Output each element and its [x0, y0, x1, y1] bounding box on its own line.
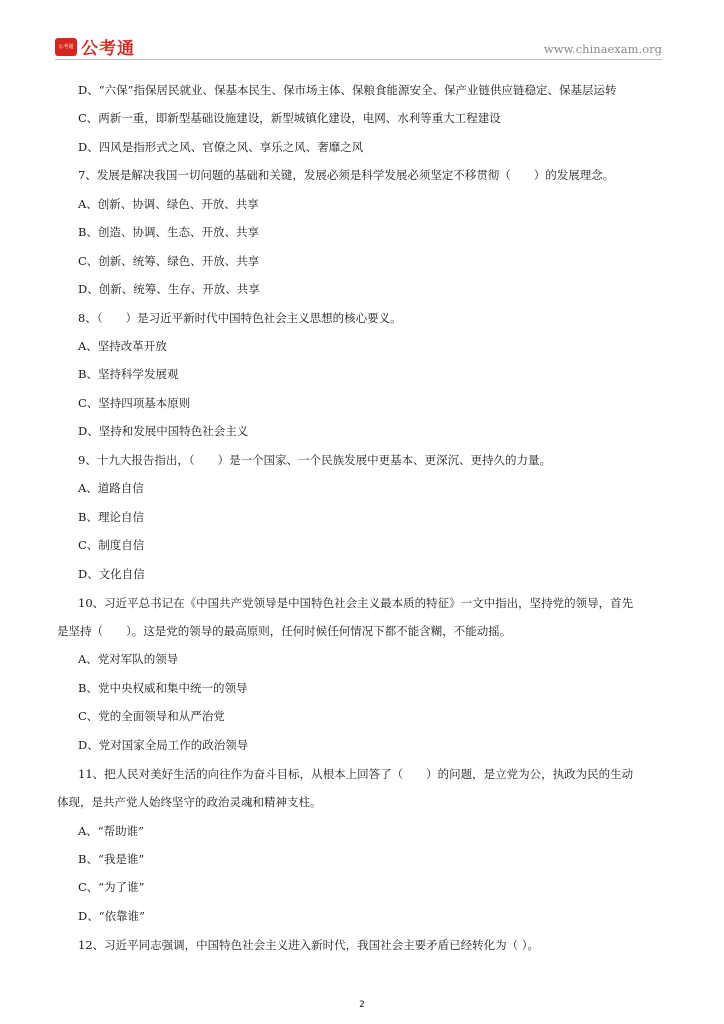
option-line: A、坚持改革开放	[78, 339, 167, 353]
option-line: D、党对国家全局工作的政治领导	[78, 738, 249, 752]
option-line: C、“为了谁”	[78, 880, 145, 894]
logo-text: 公考通	[81, 39, 135, 59]
option-line: D、“依靠谁”	[78, 909, 145, 923]
question-11: 11、把人民对美好生活的向往作为奋斗目标，从根本上回答了（ ）的问题，是立党为公，执政为民的生动	[78, 767, 634, 781]
option-line: C、创新、统筹、绿色、开放、共享	[78, 254, 260, 268]
option-line: D、“六保”指保居民就业、保基本民生、保市场主体、保粮食能源安全、保产业链供应链稳定、保基层运转	[78, 83, 617, 97]
question-7: 7、发展是解决我国一切问题的基础和关键，发展必须是科学发展必须坚定不移贯彻（ ）的发展理念。	[78, 168, 615, 182]
option-line: D、四风是指形式之风、官僚之风、享乐之风、奢靡之风	[78, 140, 364, 154]
option-line: B、创造、协调、生态、开放、共享	[78, 225, 259, 239]
question-11-continued: 体现，是共产党人始终坚守的政治灵魂和精神支柱。	[57, 795, 322, 809]
page-number: 2	[359, 1000, 365, 1010]
option-line: A、道路自信	[78, 481, 144, 495]
question-12: 12、习近平同志强调，中国特色社会主义进入新时代，我国社会主要矛盾已经转化为（ ）。	[78, 938, 540, 952]
option-line: D、创新、统筹、生存、开放、共享	[78, 282, 260, 296]
option-line: D、坚持和发展中国特色社会主义	[78, 424, 249, 438]
question-8: 8、（ ）是习近平新时代中国特色社会主义思想的核心要义。	[78, 311, 402, 325]
option-line: A、党对军队的领导	[78, 652, 179, 666]
option-line: C、两新一重，即新型基础设施建设，新型城镇化建设，电网、水利等重大工程建设	[78, 111, 501, 125]
option-line: B、理论自信	[78, 510, 144, 524]
option-line: B、党中央权威和集中统一的领导	[78, 681, 248, 695]
option-line: A、“帮助谁”	[78, 824, 145, 838]
option-line: C、坚持四项基本原则	[78, 396, 191, 410]
site-url[interactable]: www.chinaexam.org	[543, 42, 662, 56]
question-10-continued: 是坚持（ ）。这是党的领导的最高原则，任何时候任何情况下都不能含糊，不能动摇。	[57, 624, 512, 638]
question-9: 9、十九大报告指出，（ ）是一个国家、一个民族发展中更基本、更深沉、更持久的力量。	[78, 453, 552, 467]
option-line: D、文化自信	[78, 567, 145, 581]
option-line: B、“我是谁”	[78, 852, 145, 866]
option-line: A、创新、协调、绿色、开放、共享	[78, 197, 259, 211]
logo-badge-icon: 公考通	[55, 38, 77, 56]
question-10: 10、习近平总书记在《中国共产党领导是中国特色社会主义最本质的特征》一文中指出，坚持党的领导，首先	[78, 596, 634, 610]
option-line: B、坚持科学发展观	[78, 367, 179, 381]
option-line: C、党的全面领导和从严治党	[78, 709, 225, 723]
option-line: C、制度自信	[78, 538, 145, 552]
